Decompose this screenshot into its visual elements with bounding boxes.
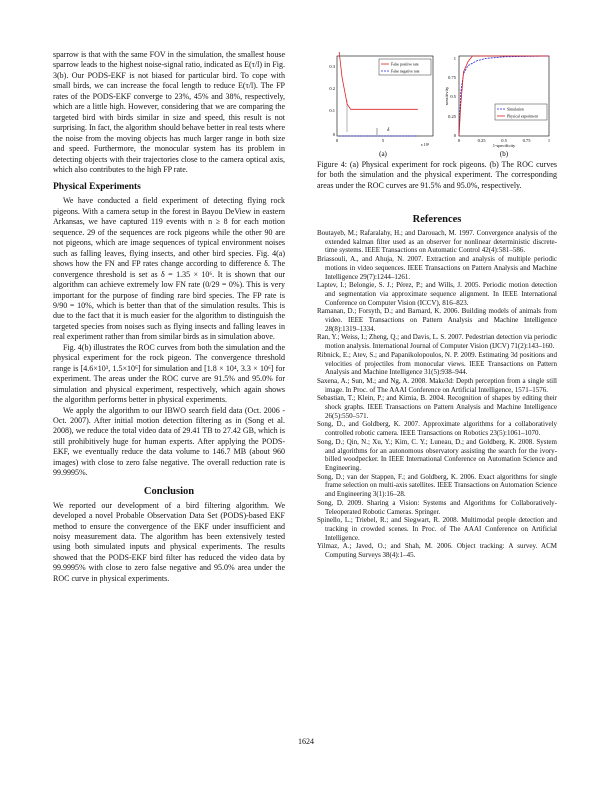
reference-item: Spinello, L.; Triebel, R.; and Siegwart, R. 2008. Multimodal people detection and tracking in crowded scenes. In Proc. of The AAAI Conference on Artificial Intelligence. <box>317 516 557 542</box>
paragraph-intro: sparrow is that with the same FOV in the simulation, the smallest house sparrow leads to the highest noise-signal ratio, indicated as E(τ/l) in Fig. 3(b). Our PODS-EKF is not biased for particular bird. To cope with small birds, we can increase the focal length to reduce E(τ/l). The FP rates of the PODS-EKF converge to 23%, 45% and 38%, respectively, which are a little high. However, considering that we are comparing the targeted bird with birds similar in size and speed, this result is not surprising. In fact, the algorithm should behave better in real tests where the noise from the moving objects has much larger range in both size and speed. Furthermore, the monocular system has its problem in detecting objects with their trajectories close to the camera optical axis, which also contributes to the high FP rate. <box>53 50 285 174</box>
series-line-simulation <box>459 56 549 136</box>
plot-b-series <box>459 56 549 136</box>
reference-item: Boutayeb, M.; Rafaralahy, H.; and Darouach, M. 1997. Convergence analysis of the extended kalman filter used as an observer for nonlinear deterministic discrete-time systems. IEEE Transactions on Automatic Control 42(4):581–586. <box>317 229 557 255</box>
page-number: 1624 <box>298 737 314 746</box>
plot-b-xtick: 0.5 <box>501 138 507 143</box>
plot-b-xtick: 0 <box>457 138 461 143</box>
reference-item: Song, D.; van der Stappen, F.; and Goldberg, K. 2006. Exact algorithms for single frame selection on multi-axis satellites. IEEE Transactions on Automation Science and Engineering 3(1):16–28. <box>317 472 557 499</box>
series-line-physical-experiment <box>459 56 549 136</box>
plot-a-ytick: 0.2 <box>329 86 335 91</box>
plot-b-ytick: 0.5 <box>450 94 456 99</box>
plot-a-xtick: 5 <box>381 138 385 143</box>
figure-caption: Figure 4: (a) Physical experiment for rock pigeons. (b) The ROC curves for both the simulation and the physical experiment. The corresponding areas under the ROC curves are 91.5% and 95.0%, respectively. <box>317 160 557 190</box>
heading-references: References <box>412 214 462 225</box>
paragraph-physical-2: Fig. 4(b) illustrates the ROC curves from both the simulation and the physical experiment for the rock pigeon. The convergence threshold range is [4.6×10³, 1.5×10⁶] for simulation and [1.8 × 10⁴, 3.3 × 10⁶] for experiment. The areas under the ROC curve are 91.5% and 95.0% for simulation and physical experiment, respectively, which again shows the algorithm performs better in physical experiments. <box>53 342 285 405</box>
right-column <box>317 214 557 560</box>
reference-item: Ribnick, E.; Atev, S.; and Papanikolopoulos, N. P. 2009. Estimating 3d positions and velocities of projectiles from monocular views. IEEE Transactions on Pattern Analysis and Machine Intelligence 31(5):938–944. <box>317 350 557 377</box>
figure-4 <box>317 52 557 160</box>
figure-4a-label: (a) <box>379 150 387 158</box>
plot-b-ylabel: sensitivity <box>444 86 449 106</box>
reference-item: Sebastian, T.; Klein, P.; and Kimia, B. 2004. Recognition of shapes by editing their shock graphs. IEEE Transactions on Pattern Analysis and Machine Intelligence 26(5):550–571. <box>317 394 557 420</box>
paragraph-physical-3: We apply the algorithm to our IBWO search field data (Oct. 2006 - Oct. 2007). After initial motion detection filtering as in (Song et al. 2008), we reduce the total video data of 29.41 TB to 27.42 GB, which is still prohibitively huge for human experts. After applying the PODS-EKF, we eventually reduce the data volume to 146.7 MB (about 960 images) with close to zero false negative. The overall reduction rate is 99.9995%. <box>53 405 285 478</box>
left-column <box>53 50 285 584</box>
reference-item: Song, D. 2009. Sharing a Vision: Systems and Algorithms for Collaboratively-Teleoperated Robotic Cameras. Springer. <box>317 498 557 516</box>
legend-fn-label: False negative rate <box>391 69 420 74</box>
figure-4a <box>329 52 433 158</box>
plot-b-ytick: 0.75 <box>448 75 456 80</box>
plot-b-ytick: 0.25 <box>448 114 456 119</box>
plot-b-ytick: 1 <box>453 56 456 61</box>
reference-item: Briassouli, A., and Ahuja, N. 2007. Extraction and analysis of multiple periodic motions in video sequences. IEEE Transactions on Pattern Analysis and Machine Intelligence 29(7):1244–1261. <box>317 255 557 281</box>
reference-item: Saxena, A.; Sun, M.; and Ng, A. 2008. Make3d: Depth perception from a single still image. In Proc. of The AAAI Conference on Artificial Intelligence, 1571–1576. <box>317 376 557 394</box>
reference-item: Laptev, I.; Belongie, S. J.; Pérez, P.; and Wills, J. 2005. Periodic motion detection and segmentation via approximate sequence alignment. In IEEE International Conference on Computer Vision (ICCV), 816–823. <box>317 281 557 307</box>
plot-b-xtick: 0.75 <box>522 138 531 143</box>
legend-fp-label: False positive rate <box>391 62 419 67</box>
plot-b-ytick: 0 <box>453 133 456 138</box>
heading-physical-experiments: Physical Experiments <box>53 182 141 193</box>
plot-a-ytick: 0.1 <box>329 108 335 113</box>
paragraph-physical-1: We have conducted a field experiment of detecting flying rock pigeons. With a camera setup in the forest in Bayou DeView in eastern Arkansas, we have captured 119 events with n ≥ 8 for each motion sequence. 29 of the sequences are rock pigeons while the other 90 are not pigeons, which are image sequences of typical environment noises such as falling leaves, flying insects, and other bird species. Fig. 4(a) shows how the FN and FP rates change according to difference δ. The convergence threshold is set as δ = 1.35 × 10⁶. It is shown that our algorithm can achieve extremely low FN rate (0/29 = 0%). This is very important for the purpose of finding rare bird species. The FP rate is 9/90 = 10%, which is better than that of the simulation results. This is due to the fact that it is much easier for the algorithm to distinguish the targeted species from noises such as flying insects and falling leaves in real experiment rather than from similar birds as in simulation above. <box>53 196 285 342</box>
plot-a-xexp: x 10⁶ <box>420 142 430 147</box>
paragraph-conclusion: We reported our development of a bird filtering algorithm. We developed a novel Probable Observation Data Set (PODS)-based EKF method to ensure the convergence of the EKF under insufficient and noisy measurement data. The algorithm has been extensively tested using both simulated inputs and physical experiments. The results showed that the PODS-EKF bird filter has reduced the video data by 99.9995% with close to zero false negative and 95.0% area under the ROC curve in physical experiments. <box>53 500 285 583</box>
plot-a-xtick: 0 <box>335 138 339 143</box>
figure-4b <box>444 56 550 158</box>
plot-a-delta-label: δ <box>387 128 390 133</box>
reference-item: Ramanan, D.; Forsyth, D.; and Barnard, K. 2006. Building models of animals from video. IEEE Transactions on Pattern Analysis and Machine Intelligence 28(8):1319–1334. <box>317 307 557 333</box>
plot-a-ytick: 0.3 <box>329 64 335 69</box>
reference-item: Ran, Y.; Weiss, I.; Zheng, Q.; and Davis, L. S. 2007. Pedestrian detection via periodic motion analysis. International Journal of Computer Vision (IJCV) 71(2):143–160. <box>317 333 557 351</box>
legend-simulation-label: Simulation <box>507 107 524 112</box>
plot-b-xlabel: 1-specificity <box>492 143 516 148</box>
reference-item: Song, D., and Goldberg, K. 2007. Approximate algorithms for a collaboratively controlled robotic camera. IEEE Transactions on Robotics 23(5):1061–1070. <box>317 420 557 438</box>
plot-a-ytick: 0 <box>332 132 335 137</box>
legend-physical-label: Physical experiment <box>507 114 538 119</box>
heading-conclusion: Conclusion <box>143 485 195 497</box>
plot-b-xtick: 1 <box>547 138 551 143</box>
reference-list <box>317 229 557 560</box>
reference-item: Song, D.; Qin, N.; Xu, Y.; Kim, C. Y.; Luneau, D.; and Goldberg, K. 2008. System and algorithms for an autonomous observatory assisting the search for the ivory-billed woodpecker. In IEEE International Conference on Automation Science and Engineering. <box>317 437 557 472</box>
reference-item: Yilmaz, A.; Javed, O.; and Shah, M. 2006. Object tracking: A survey. ACM Computing Surveys 38(4):1–45. <box>317 542 557 560</box>
plot-b-xtick: 0.25 <box>477 138 486 143</box>
figure-4b-label: (b) <box>499 150 509 158</box>
plot-b-frame <box>459 56 549 136</box>
